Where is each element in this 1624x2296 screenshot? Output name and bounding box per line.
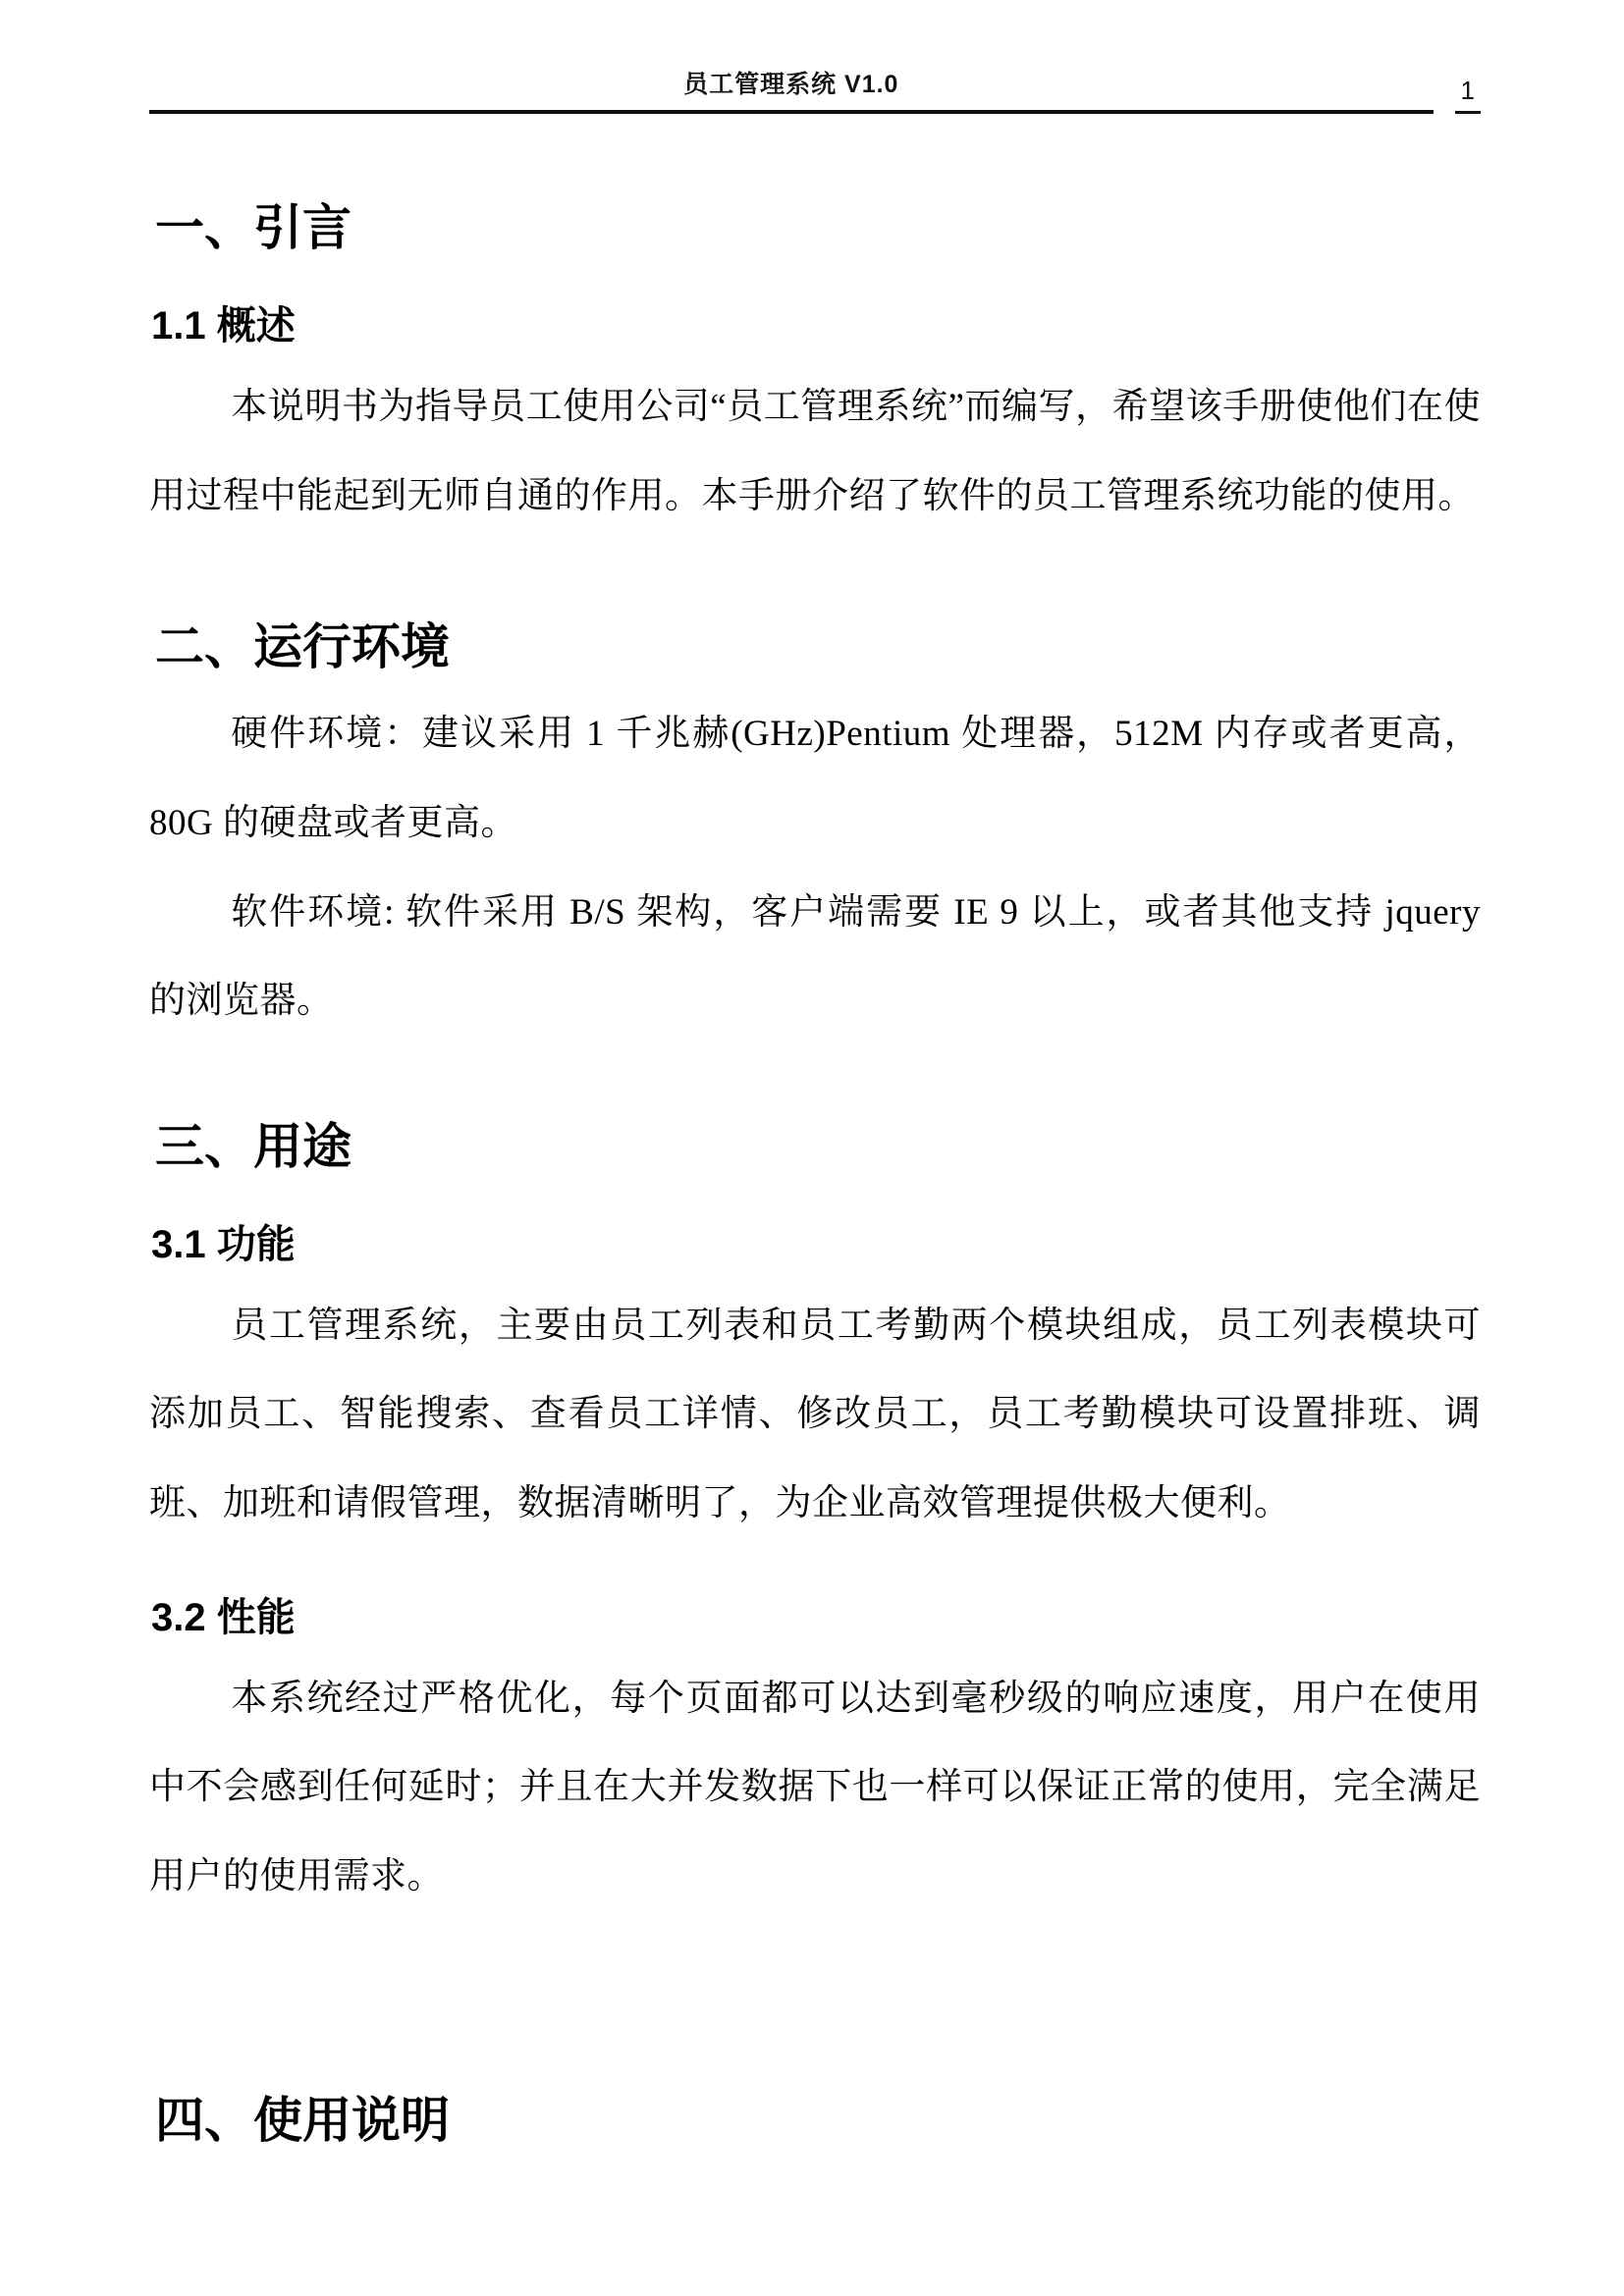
paragraph-function: 员工管理系统，主要由员工列表和员工考勤两个模块组成，员工列表模块可添加员工、智能搜索、查看员工详情、修改员工，员工考勤模块可设置排班、调班、加班和请假管理，数据清晰明了，为企业高效管理提供极大便利。 (149, 1305, 1481, 1524)
header-title: 员工管理系统 V1.0 (683, 71, 899, 98)
page-number: 1 (1455, 78, 1481, 114)
heading-overview: 1.1 概述 (151, 304, 296, 347)
heading-introduction: 一、引言 (155, 200, 352, 255)
heading-runtime-environment: 二、运行环境 (155, 619, 450, 675)
paragraph-performance: 本系统经过严格优化，每个页面都可以达到毫秒级的响应速度，用户在使用中不会感到任何延时；并且在大并发数据下也一样可以保证正常的使用，完全满足用户的使用需求。 (149, 1678, 1481, 1897)
header-rule (149, 65, 1434, 114)
paragraph-hardware-environment: 硬件环境：建议采用 1 千兆赫(GHz)Pentium 处理器，512M 内存或者更高，80G 的硬盘或者更高。 (149, 714, 1481, 843)
heading-purpose: 三、用途 (155, 1118, 352, 1174)
page-header (149, 65, 1481, 114)
heading-function: 3.1 功能 (151, 1222, 296, 1266)
paragraph-software-environment: 软件环境: 软件采用 B/S 架构，客户端需要 IE 9 以上，或者其他支持 jquery 的浏览器。 (149, 891, 1481, 1022)
heading-usage-instructions: 四、使用说明 (155, 2092, 450, 2148)
paragraph-overview: 本说明书为指导员工使用公司“员工管理系统”而编写，希望该手册使他们在使用过程中能起到无师自通的作用。本手册介绍了软件的员工管理系统功能的使用。 (149, 387, 1481, 516)
heading-performance: 3.2 性能 (151, 1595, 296, 1639)
